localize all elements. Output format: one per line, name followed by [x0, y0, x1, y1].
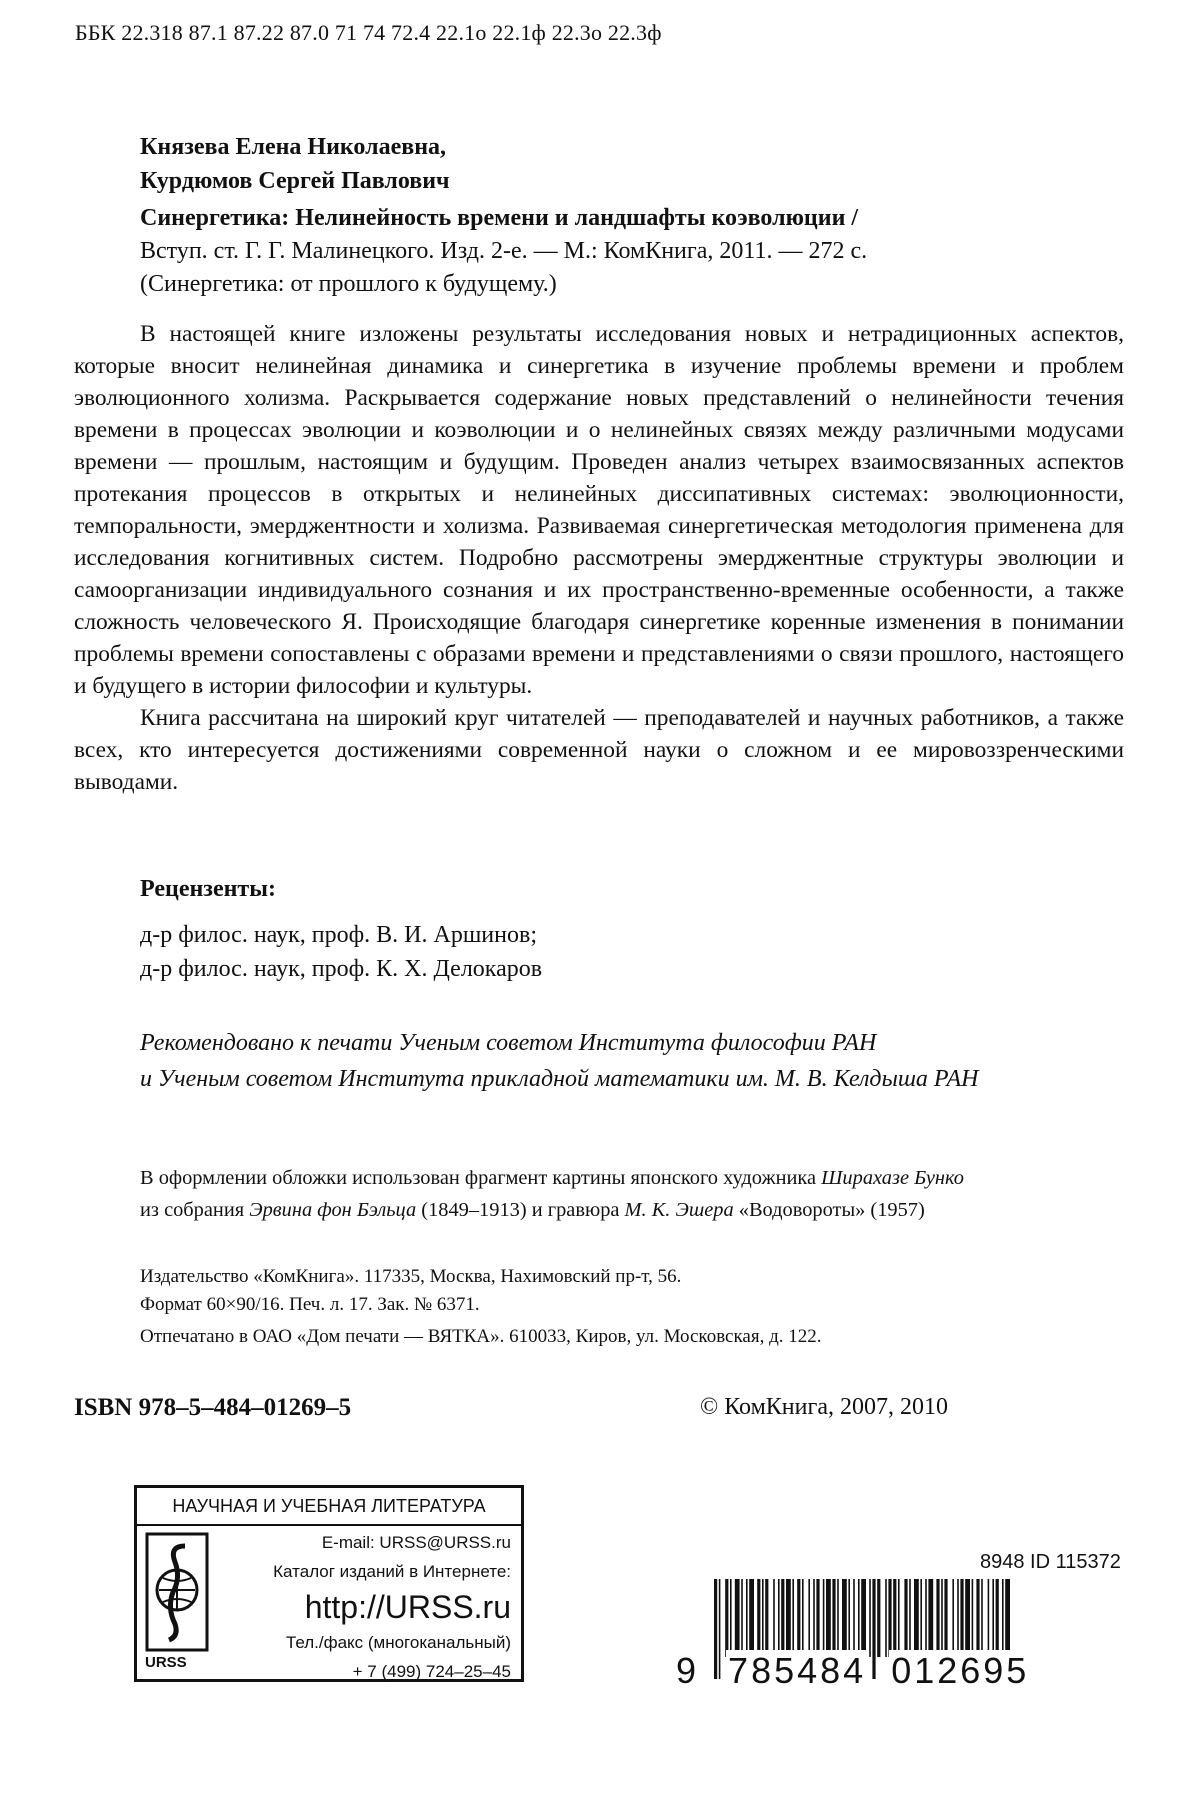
- authors: [140, 130, 450, 198]
- barcode-bar: [735, 1579, 740, 1657]
- barcode-right-digits: 012695: [891, 1650, 1030, 1691]
- publisher-phone: + 7 (499) 724–25–45: [352, 1662, 511, 1681]
- isbn: ISBN 978–5–484–01269–5: [74, 1394, 352, 1421]
- barcode-bar: [976, 1579, 979, 1657]
- barcode-bar: [781, 1579, 784, 1657]
- imprint-publisher: Издательство «КомКнига». 117335, Москва, Нахимовский пр-т, 56.: [140, 1266, 682, 1287]
- barcode-bar: [909, 1579, 911, 1657]
- cover-text-1: В оформлении обложки использован фрагмент картины японского художника: [140, 1167, 822, 1189]
- annotation-paragraph: Книга рассчитана на широкий круг читателей — преподавателей и научных работников, а также всех, кто интересуется достижениями современной науки о сложном и ее мировоззренческими выводами.: [74, 705, 1124, 795]
- barcode-bar: [842, 1579, 847, 1657]
- barcode-bar: [741, 1579, 743, 1657]
- barcode-bar: [746, 1579, 748, 1657]
- barcode-bar: [765, 1579, 768, 1657]
- barcode-bar: [725, 1579, 728, 1657]
- cover-artist-1: Ширахазе Бунко: [821, 1167, 964, 1189]
- barcode-bar: [858, 1579, 860, 1657]
- publisher-phone-label: Тел./факс (многоканальный): [285, 1633, 511, 1652]
- barcode-bar: [888, 1579, 891, 1657]
- barcode-bar: [957, 1579, 959, 1657]
- reviewers-heading: Рецензенты:: [140, 876, 276, 902]
- bibliographic-record: [140, 202, 1040, 301]
- barcode-bar: [952, 1579, 954, 1657]
- barcode-bar: [898, 1579, 900, 1657]
- copyright: © КомКнига, 2007, 2010: [700, 1394, 948, 1420]
- reviewer-2: д-р филос. наук, проф. К. Х. Делокаров: [140, 956, 543, 982]
- reviewers-list: [140, 918, 542, 986]
- barcode-bar: [996, 1579, 999, 1657]
- barcode-bar: [832, 1579, 835, 1657]
- barcode-bar: [992, 1579, 994, 1657]
- imprint-details: [140, 1263, 822, 1351]
- imprint-printer: Отпечатано в ОАО «Дом печати — ВЯТКА». 610033, Киров, ул. Московская, д. 122.: [140, 1326, 822, 1347]
- barcode-digits: [676, 1650, 1031, 1692]
- barcode-bar: [762, 1579, 764, 1657]
- book-title: Синергетика: Нелинейность времени и ландшафты коэволюции /: [140, 205, 859, 231]
- barcode-bar: [749, 1579, 754, 1657]
- barcode-bar: [773, 1579, 775, 1657]
- barcode-bar: [757, 1579, 760, 1657]
- barcode-bar: [797, 1579, 800, 1657]
- barcode-bar: [893, 1579, 896, 1657]
- author-1: Князева Елена Николаевна,: [140, 134, 447, 160]
- cover-credits: [140, 1162, 1120, 1226]
- barcode-bar: [972, 1579, 974, 1657]
- barcode-bar: [869, 1579, 871, 1657]
- publisher-contacts: [273, 1528, 511, 1686]
- barcode-bar: [792, 1579, 794, 1657]
- barcode-bar: [826, 1579, 831, 1657]
- barcode-code: 8948 ID 115372: [980, 1551, 1121, 1573]
- barcode-bar: [885, 1579, 887, 1657]
- barcode-bar: [965, 1579, 970, 1657]
- annotation: [74, 318, 1124, 798]
- urss-logo-icon: [145, 1532, 209, 1652]
- cover-collector: Эрвина фон Бэльца: [249, 1199, 417, 1221]
- barcode-bar: [853, 1579, 855, 1657]
- publisher-logo-text: URSS: [145, 1654, 187, 1671]
- barcode-bar: [920, 1579, 922, 1657]
- barcode-bar: [861, 1579, 866, 1657]
- recommendation-line-1: Рекомендовано к печати Ученым советом Института философии РАН: [140, 1030, 877, 1056]
- publisher-info-box: [134, 1485, 524, 1682]
- barcode-bar: [960, 1579, 963, 1657]
- barcode-bar: [730, 1579, 732, 1657]
- barcode-bar: [914, 1579, 919, 1657]
- recommendation: [140, 1025, 978, 1097]
- barcode-bar: [786, 1579, 791, 1657]
- barcode-bar: [778, 1579, 780, 1657]
- barcode-bar: [816, 1579, 819, 1657]
- recommendation-line-2: и Ученым советом Института прикладной математики им. М. В. Келдыша РАН: [140, 1066, 979, 1092]
- barcode-bar: [941, 1579, 943, 1657]
- publisher-box-header: НАУЧНАЯ И УЧЕБНАЯ ЛИТЕРАТУРА: [137, 1488, 521, 1526]
- cover-text-4: «Водовороты» (1957): [733, 1199, 925, 1221]
- barcode-bar: [925, 1579, 927, 1657]
- publisher-url: http://URSS.ru: [304, 1589, 511, 1625]
- author-2: Курдюмов Сергей Павлович: [140, 168, 450, 194]
- barcode-first-digit: 9: [676, 1650, 700, 1691]
- barcode-bar: [936, 1579, 939, 1657]
- barcode-bar: [988, 1579, 990, 1657]
- barcode-bar: [837, 1579, 839, 1657]
- barcode-bar: [944, 1579, 947, 1657]
- barcode-bar: [808, 1579, 810, 1657]
- reviewer-1: д-р филос. наук, проф. В. И. Аршинов;: [140, 922, 537, 948]
- barcode-bar: [813, 1579, 815, 1657]
- barcode-bar: [823, 1579, 825, 1657]
- publisher-catalog-label: Каталог изданий в Интернете:: [273, 1562, 511, 1581]
- barcode-bar: [928, 1579, 933, 1657]
- cover-text-3: (1849–1913) и гравюра: [416, 1199, 625, 1221]
- bib-line-publication: Вступ. ст. Г. Г. Малинецкого. Изд. 2-е. — М.: КомКнига, 2011. — 272 с.: [140, 238, 868, 264]
- barcode-bar: [877, 1579, 880, 1657]
- barcode-bar: [802, 1579, 804, 1657]
- imprint-format: Формат 60×90/16. Печ. л. 17. Зак. № 6371.: [140, 1294, 480, 1315]
- publisher-email: E-mail: URSS@URSS.ru: [321, 1533, 511, 1552]
- barcode-bar: [981, 1579, 983, 1657]
- cover-artist-2: М. К. Эшера: [624, 1199, 734, 1221]
- annotation-paragraph: В настоящей книге изложены результаты исследования новых и нетрадиционных аспектов, которые вносит нелинейная динамика и синергетика в изучение проблемы времени и проблем эволюционного холизма. Раскрывается содержание новых представлений о нелинейности течения времени в процессах эволюции и коэволюции и о нелинейных связях между различными модусами времени — прошлым, настоящим и будущим. Проведен анализ четырех взаимосвязанных аспектов протекания процессов в открытых и нелинейных диссипативных системах: эволюционности, темпоральности, эмерджентности и холизма. Развиваемая синергетическая методология применена для исследования когнитивных систем. Подробно рассмотрены эмерджентные структуры эволюции и самоорганизации индивидуального сознания и их пространственно-временные особенности, а также сложность человеческого Я. Происходящие благодаря синергетике коренные изменения в понимании проблемы времени сопоставлены с образами времени и представлениями о связи прошлого, настоящего и будущего в истории философии и культуры.: [74, 321, 1124, 699]
- barcode-left-digits: 785484: [728, 1650, 867, 1691]
- barcode-bar: [848, 1579, 850, 1657]
- bib-line-series: (Синергетика: от прошлого к будущему.): [140, 271, 557, 297]
- bbk-classification: ББК 22.318 87.1 87.22 87.0 71 74 72.4 22.1о 22.1ф 22.3о 22.3ф: [75, 20, 662, 45]
- barcode-bar: [904, 1579, 907, 1657]
- cover-text-2: из собрания: [140, 1199, 250, 1221]
